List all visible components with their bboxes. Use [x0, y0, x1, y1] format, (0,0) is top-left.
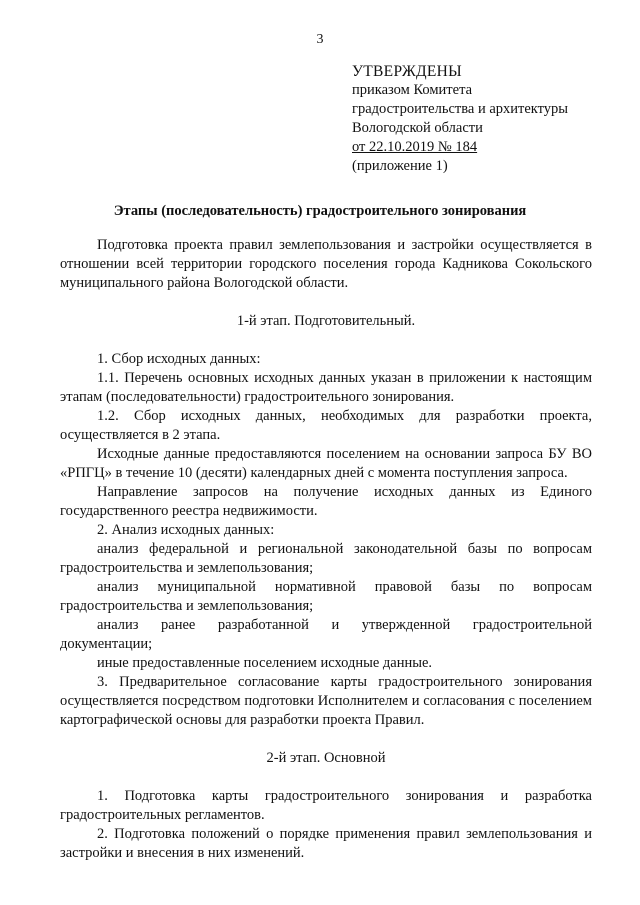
approval-line: Вологодской области: [352, 120, 483, 136]
stage1-analysis2: анализ муниципальной нормативной правовой базы по вопросам градостроительства и землепользования;: [60, 579, 592, 614]
stage1-item1-1: 1.1. Перечень основных исходных данных указан в приложении к настоящим этапам (последовательности) градостроительного зонирования.: [60, 370, 592, 405]
stage1-analysis3: анализ ранее разработанной и утвержденной градостроительной документации;: [60, 617, 592, 652]
stage1-item3: 3. Предварительное согласование карты градостроительного зонирования осуществляется посредством подготовки Исполнителем и согласования с поселением картографической основы для разработки проекта Правил.: [60, 674, 592, 728]
stage1-item2: 2. Анализ исходных данных:: [97, 522, 275, 538]
stage1-item1-2: 1.2. Сбор исходных данных, необходимых для разработки проекта, осуществляется в 2 этапа.: [60, 408, 592, 443]
intro-paragraph: Подготовка проекта правил землепользования и застройки осуществляется в отношении всей территории городского поселения города Кадникова Сокольского муниципального района Вологодской области.: [60, 237, 592, 291]
approval-heading: УТВЕРЖДЕНЫ: [352, 63, 462, 80]
page-number: 3: [316, 32, 324, 47]
document-title: Этапы (последовательность) градостроительного зонирования: [113, 203, 527, 219]
stage2-item1: 1. Подготовка карты градостроительного зонирования и разработка градостроительных регламентов.: [60, 788, 592, 823]
approval-appendix: (приложение 1): [352, 158, 448, 174]
stage2-heading: 2-й этап. Основной: [266, 750, 386, 766]
document-body: [60, 236, 592, 863]
stage1-item1: 1. Сбор исходных данных:: [97, 351, 261, 367]
stage2-item2: 2. Подготовка положений о порядке применения правил землепользования и застройки и внесения в них изменений.: [60, 826, 592, 861]
stage1-requests: Направление запросов на получение исходных данных из Единого государственного реестра недвижимости.: [60, 484, 592, 519]
stage1-analysis4: иные предоставленные поселением исходные данные.: [97, 655, 433, 671]
approval-line: градостроительства и архитектуры: [352, 101, 569, 117]
approval-order-number: от 22.10.2019 № 184: [352, 139, 478, 155]
approval-line: приказом Комитета: [352, 82, 473, 98]
stage1-source-data: Исходные данные предоставляются поселением на основании запроса БУ ВО «РПГЦ» в течение 10 (десяти) календарных дней с момента поступления запроса.: [60, 446, 592, 481]
stage1-analysis1: анализ федеральной и региональной законодательной базы по вопросам градостроительства и землепользования;: [60, 541, 592, 576]
approval-block: [352, 62, 622, 176]
stage1-heading: 1-й этап. Подготовительный.: [236, 313, 416, 329]
